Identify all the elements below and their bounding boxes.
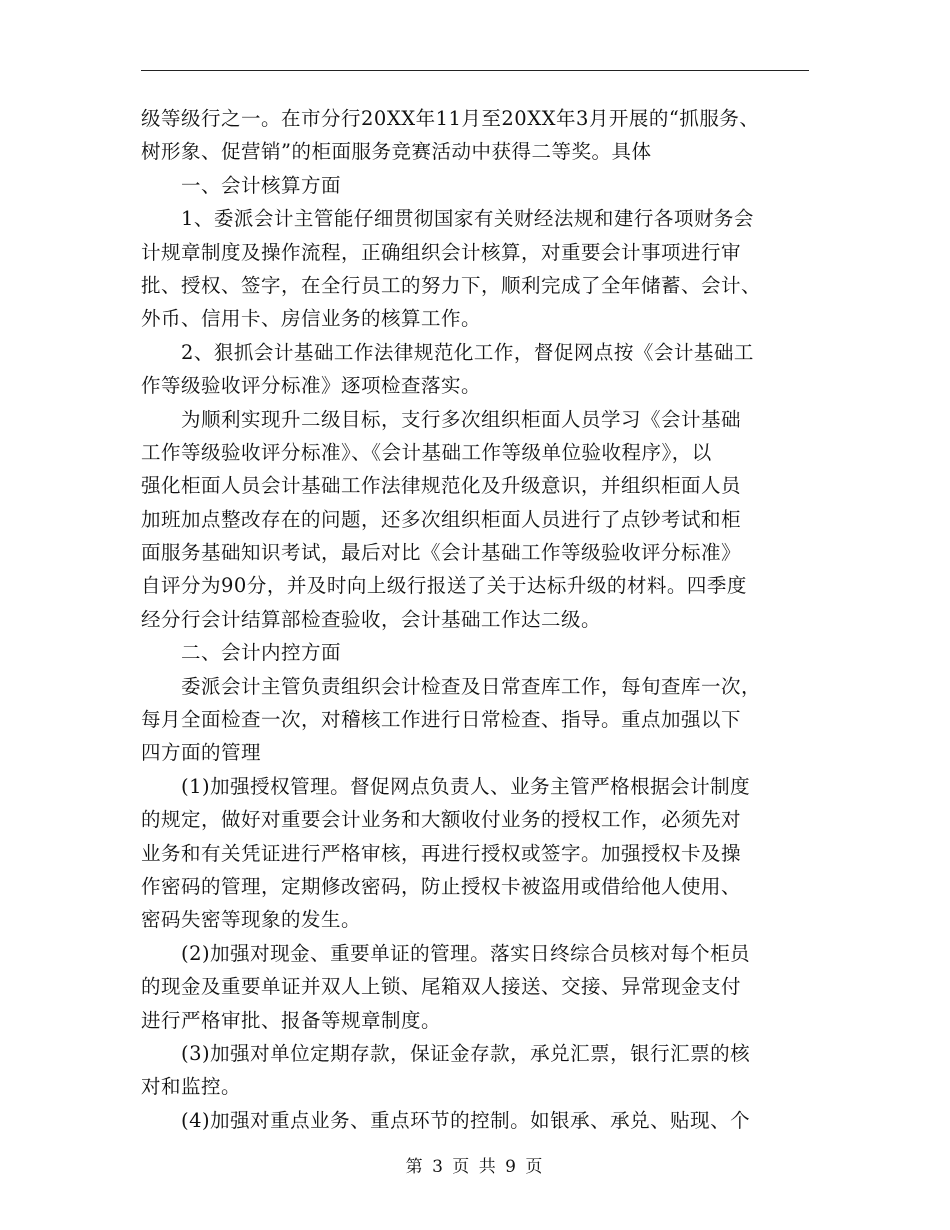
- paragraph: [141, 770, 809, 937]
- document-body: [141, 102, 809, 1137]
- text-line: (2)加强对现金、重要单证的管理。落实日终综合员核对每个柜员: [181, 941, 751, 965]
- text-line: 强化柜面人员会计基础工作法律规范化及升级意识，并组织柜面人员: [141, 474, 742, 498]
- text-line: (1)加强授权管理。督促网点负责人、业务主管严格根据会计制度: [181, 774, 751, 798]
- text-line: (4)加强对重点业务、重点环节的控制。如银承、承兑、贴现、个: [181, 1108, 751, 1132]
- text-line: 自评分为90分，并及时向上级行报送了关于达标升级的材料。四季度: [141, 574, 747, 598]
- text-line: 加班加点整改存在的问题，还多次组织柜面人员进行了点钞考试和柜: [141, 507, 742, 531]
- text-line: 对和监控。: [141, 1075, 242, 1099]
- paragraph: [141, 1037, 809, 1104]
- text-line: 经分行会计结算部检查验收，会计基础工作达二级。: [141, 607, 602, 631]
- text-line: 作密码的管理，定期修改密码，防止授权卡被盗用或借给他人使用、: [141, 874, 742, 898]
- text-line: 作等级验收评分标准》逐项检查落实。: [141, 374, 482, 398]
- text-line: (3)加强对单位定期存款，保证金存款，承兑汇票，银行汇票的核: [181, 1041, 751, 1065]
- text-line: 计规章制度及操作流程，正确组织会计核算，对重要会计事项进行审: [141, 240, 742, 264]
- text-line: 面服务基础知识考试，最后对比《会计基础工作等级验收评分标准》: [141, 541, 742, 565]
- paragraph: [141, 102, 809, 169]
- text-line: 密码失密等现象的发生。: [141, 908, 362, 932]
- text-line: 批、授权、签字，在全行员工的努力下，顺利完成了全年储蓄、会计、: [141, 273, 762, 297]
- text-line: 委派会计主管负责组织会计检查及日常查库工作，每旬查库一次，: [181, 674, 762, 698]
- paragraph: [141, 403, 809, 637]
- paragraph: [141, 937, 809, 1037]
- paragraph: [141, 336, 809, 403]
- text-line: 级等级行之一。在市分行20XX年11月至20XX年3月开展的“抓服务、: [141, 107, 760, 130]
- text-line: 每月全面检查一次，对稽核工作进行日常检查、指导。重点加强以下: [141, 708, 742, 732]
- text-line: 2、狠抓会计基础工作法律规范化工作，督促网点按《会计基础工: [181, 340, 754, 364]
- text-line: 为顺利实现升二级目标，支行多次组织柜面人员学习《会计基础: [181, 407, 742, 431]
- paragraph: [141, 169, 809, 202]
- paragraph: [141, 202, 809, 336]
- text-line: 业务和有关凭证进行严格审核，再进行授权或签字。加强授权卡及操: [141, 841, 742, 865]
- text-line: 工作等级验收评分标准》、《会计基础工作等级单位验收程序》，以: [141, 440, 712, 464]
- text-line: 1、委派会计主管能仔细贯彻国家有关财经法规和建行各项财务会: [181, 207, 754, 231]
- text-line: 的现金及重要单证并双人上锁、尾箱双人接送、交接、异常现金支付: [141, 975, 742, 999]
- page-footer: 第 3 页 共 9 页: [405, 1157, 545, 1177]
- text-line: 树形象、促营销”的柜面服务竞赛活动中获得二等奖。具体: [141, 140, 652, 164]
- text-line: 进行严格审批、报备等规章制度。: [141, 1008, 442, 1032]
- text-line: 二、会计内控方面: [181, 641, 342, 665]
- paragraph: [141, 1104, 809, 1137]
- header-rule: [141, 70, 809, 71]
- paragraph: [141, 636, 809, 669]
- text-line: 四方面的管理: [141, 741, 262, 765]
- text-line: 外币、信用卡、房信业务的核算工作。: [141, 307, 482, 331]
- paragraph: [141, 670, 809, 770]
- text-line: 的规定，做好对重要会计业务和大额收付业务的授权工作，必须先对: [141, 808, 742, 832]
- text-line: 一、会计核算方面: [181, 173, 342, 197]
